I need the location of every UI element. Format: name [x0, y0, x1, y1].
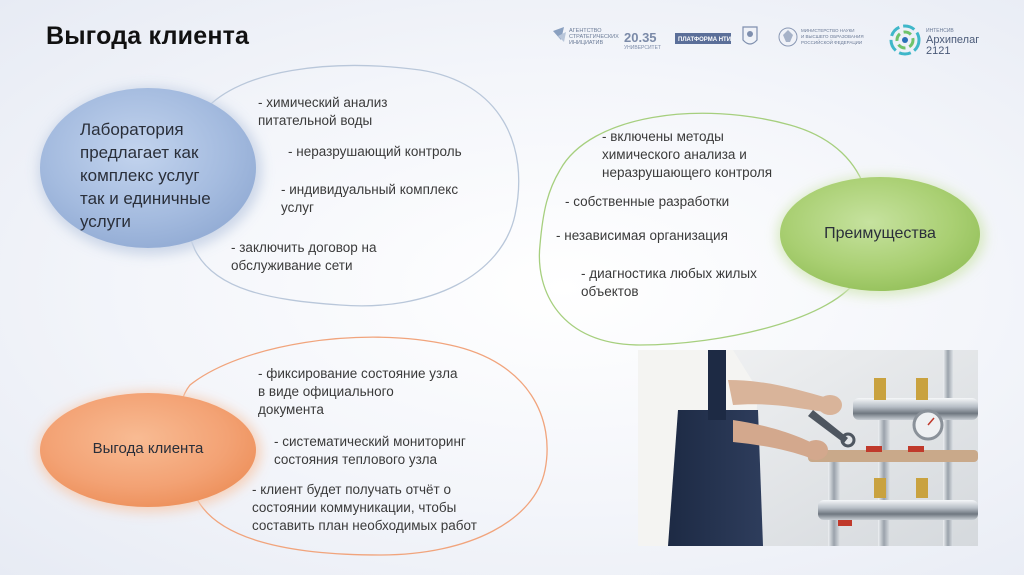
benefit-item-2-line-1: - систематический мониторинг	[274, 434, 466, 449]
adv-item-1-line-3: неразрушающего контроля	[602, 165, 773, 180]
lab-item-2-line-1: - неразрушающий контроль	[288, 144, 462, 159]
adv-item-4	[581, 265, 757, 301]
lab-item-4	[231, 239, 377, 275]
lab-item-3	[281, 181, 458, 217]
lab-item-3-line-2: услуг	[281, 200, 314, 215]
plumber-photo-svg	[638, 350, 978, 546]
ministry-line-2: И ВЫСШЕГО ОБРАЗОВАНИЯ	[801, 34, 864, 39]
lab-item-1-line-1: - химический анализ	[258, 95, 388, 110]
arch-name: Архипелаг	[926, 34, 980, 46]
benefit-item-2	[274, 433, 466, 469]
asi-line-2: СТРАТЕГИЧЕСКИХ	[569, 34, 619, 40]
benefit-item-3	[252, 481, 477, 535]
arch-small: ИНТЕНСИВ	[926, 28, 954, 34]
lab-item-3-line-1: - индивидуальный комплекс	[281, 182, 459, 197]
u2035-main: 20.35	[624, 30, 657, 45]
benefit-item-1-line-3: документа	[258, 402, 324, 417]
adv-item-1-line-1: - включены методы	[602, 129, 724, 144]
u2035-sub: УНИВЕРСИТЕТ	[624, 45, 661, 51]
benefit-item-2-line-2: состояния теплового узла	[274, 452, 438, 467]
adv-item-3	[556, 227, 728, 245]
benefit-item-3-line-3: составить план необходимых работ	[252, 518, 477, 533]
lab-item-2	[288, 143, 462, 161]
lab-item-1	[258, 94, 387, 130]
benefit-item-1-line-2: в виде официального	[258, 384, 394, 399]
adv-item-4-line-2: объектов	[581, 284, 639, 299]
benefit-circle-text: Выгода клиента	[92, 440, 204, 457]
adv-item-2-line-1: - собственные разработки	[565, 194, 730, 209]
ministry-line-1: МИНИСТЕРСТВО НАУКИ	[801, 28, 855, 33]
asi-line-3: ИНИЦИАТИВ	[569, 40, 604, 46]
benefit-item-1-line-1: - фиксирование состояние узла	[258, 366, 458, 381]
benefit-item-3-line-2: состоянии коммуникации, чтобы	[252, 500, 457, 515]
nti-text: ПЛАТФОРМА НТИ	[678, 37, 732, 43]
lab-item-1-line-2: питательной воды	[258, 113, 373, 128]
lab-circle-line-5: услуги	[80, 212, 131, 231]
lab-circle-text	[80, 118, 211, 233]
adv-item-4-line-1: - диагностика любых жилых	[581, 266, 757, 281]
lab-item-4-line-1: - заключить договор на	[231, 240, 377, 255]
benefit-item-3-line-1: - клиент будет получать отчёт о	[252, 482, 451, 497]
advantages-circle-text: Преимущества	[824, 225, 936, 242]
lab-circle-line-4: так и единичные	[80, 189, 211, 208]
lab-circle-line-1: Лаборатория	[80, 120, 184, 139]
adv-item-1-line-2: химического анализа и	[602, 147, 747, 162]
plumber-photo	[638, 350, 978, 546]
adv-item-2	[565, 193, 729, 211]
lab-circle-line-3: комплекс услуг	[80, 166, 200, 185]
lab-circle-line-2: предлагает как	[80, 143, 199, 162]
slide-title: Выгода клиента	[46, 22, 250, 50]
arch-year: 2121	[926, 45, 951, 57]
adv-item-3-line-1: - независимая организация	[556, 228, 728, 243]
benefit-item-1	[258, 365, 457, 419]
adv-item-1	[602, 128, 772, 182]
lab-item-4-line-2: обслуживание сети	[231, 258, 353, 273]
asi-line-1: АГЕНТСТВО	[569, 28, 602, 34]
ministry-line-3: РОССИЙСКОЙ ФЕДЕРАЦИИ	[801, 40, 863, 45]
